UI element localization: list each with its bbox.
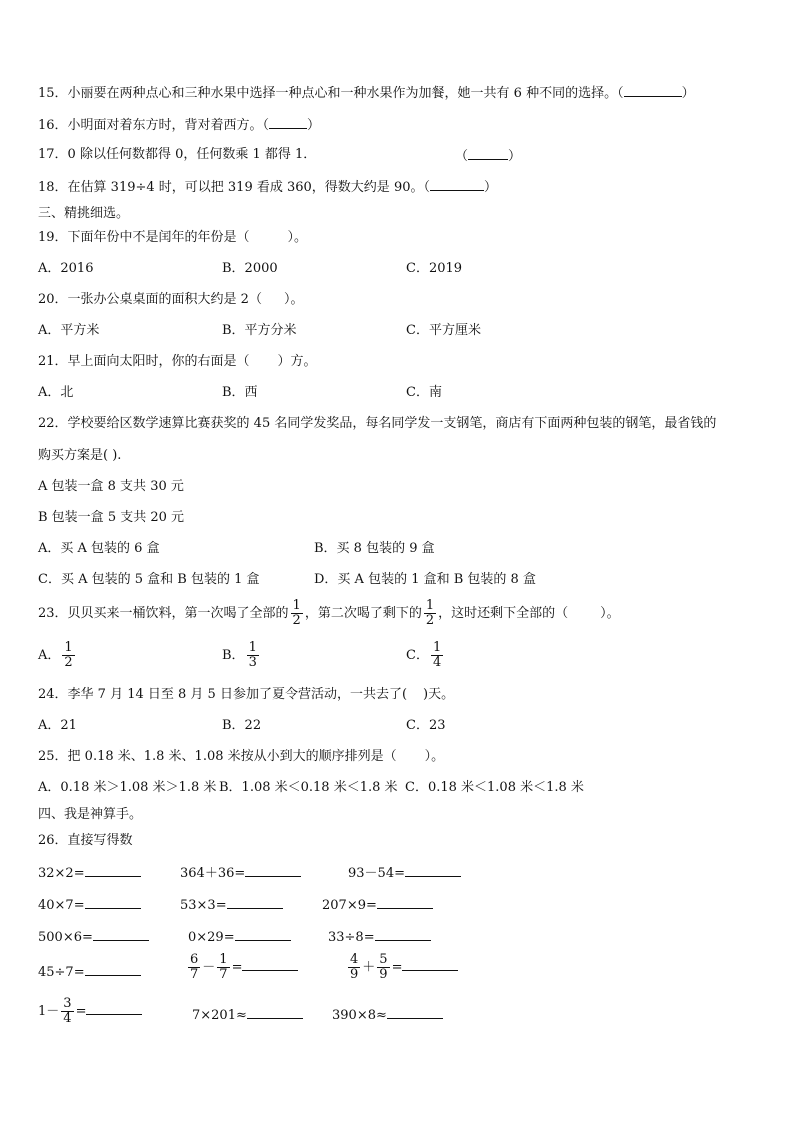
close-paren: ）。 bbox=[600, 606, 620, 621]
question-21-text: 21．早上面向太阳时，你的右面是（ bbox=[38, 354, 250, 369]
close-paren: ） bbox=[307, 118, 321, 133]
option-a[interactable]: A．北 bbox=[38, 385, 74, 400]
calc-item: 40×7= bbox=[38, 895, 141, 915]
answer-blank[interactable] bbox=[402, 957, 458, 971]
question-23 bbox=[38, 598, 620, 630]
question-18-text: 18．在估算 319÷4 时，可以把 319 看成 360，得数大约是 90。（ bbox=[38, 180, 430, 195]
answer-blank[interactable] bbox=[85, 863, 141, 877]
fraction: $\frac{1}{3}$ bbox=[248, 640, 257, 670]
close-paren: ） bbox=[483, 180, 497, 195]
answer-blank[interactable] bbox=[430, 177, 484, 191]
question-16 bbox=[38, 115, 320, 135]
question-22-line1: 22．学校要给区数学速算比赛获奖的 45 名同学发奖品，每名同学发一支钢笔，商店有下面两种包装的钢笔，最省钱的 bbox=[38, 416, 717, 431]
question-17 bbox=[38, 146, 316, 164]
calc-item: 364＋36= bbox=[180, 863, 301, 883]
calc-item: 45÷7= bbox=[38, 962, 141, 982]
answer-blank[interactable] bbox=[405, 863, 461, 877]
fraction: $\frac{1}{2}$ bbox=[425, 598, 435, 628]
answer-blank[interactable] bbox=[375, 927, 431, 941]
option-d[interactable]: D．买 A 包装的 1 盒和 B 包装的 8 盒 bbox=[314, 572, 536, 587]
question-21 bbox=[38, 353, 317, 371]
option-b[interactable]: B．西 bbox=[222, 385, 258, 400]
question-23-text: ，这时还剩下全部的（ bbox=[438, 606, 569, 621]
option-b[interactable]: B．1.08 米＜0.18 米＜1.8 米 bbox=[219, 780, 398, 795]
option-c[interactable]: C．0.18 米＜1.08 米＜1.8 米 bbox=[405, 780, 584, 795]
question-17-answer bbox=[455, 146, 521, 166]
close-paren: ）方。 bbox=[277, 354, 317, 369]
option-c[interactable]: C．南 bbox=[406, 385, 442, 400]
answer-blank[interactable] bbox=[468, 146, 508, 160]
answer-blank[interactable] bbox=[377, 895, 433, 909]
question-24-text: 24．李华 7 月 14 日至 8 月 5 日参加了夏令营活动，一共去了( bbox=[38, 687, 408, 702]
fraction: $\frac{1}{2}$ bbox=[292, 598, 301, 628]
fraction: $\frac{6}{7}$ bbox=[190, 952, 199, 982]
section-heading: 三、精挑细选。 bbox=[38, 206, 130, 221]
option-b[interactable]: B． $\frac{1}{3}$ bbox=[222, 640, 257, 670]
close-paren: ） bbox=[508, 149, 522, 164]
option-a[interactable]: A．2016 bbox=[38, 261, 94, 276]
answer-blank[interactable] bbox=[624, 83, 682, 97]
calc-item: 390×8≈ bbox=[332, 1005, 443, 1025]
question-25 bbox=[38, 748, 444, 766]
answer-blank[interactable] bbox=[269, 115, 307, 129]
question-22-line2: 购买方案是( ). bbox=[38, 448, 122, 463]
calc-item: 93－54= bbox=[348, 863, 461, 883]
answer-blank[interactable] bbox=[227, 895, 283, 909]
open-paren: （ bbox=[455, 149, 469, 164]
close-paren: ） bbox=[681, 86, 695, 101]
question-19 bbox=[38, 229, 307, 247]
question-20-text: 20．一张办公桌桌面的面积大约是 2（ bbox=[38, 292, 262, 307]
option-a[interactable]: A．21 bbox=[38, 718, 77, 733]
answer-blank[interactable] bbox=[93, 927, 149, 941]
fraction: $\frac{5}{9}$ bbox=[379, 952, 388, 982]
close-paren: ）。 bbox=[287, 230, 308, 245]
calc-item: 500×6= bbox=[38, 927, 149, 947]
fraction: $\frac{3}{4}$ bbox=[63, 996, 72, 1026]
question-25-text: 25．把 0.18 米、1.8 米、1.08 米按从小到大的顺序排列是（ bbox=[38, 749, 397, 764]
fraction: $\frac{1}{2}$ bbox=[64, 640, 73, 670]
calc-item: 33÷8= bbox=[328, 927, 431, 947]
question-23-text: 23．贝贝买来一桶饮料，第一次喝了全部的 bbox=[38, 606, 289, 621]
calc-item: 207×9= bbox=[322, 895, 433, 915]
calc-item: 53×3= bbox=[180, 895, 283, 915]
option-a[interactable]: A． $\frac{1}{2}$ bbox=[38, 640, 73, 670]
option-a[interactable]: A．平方米 bbox=[38, 323, 100, 338]
question-15 bbox=[38, 83, 695, 103]
answer-blank[interactable] bbox=[85, 895, 141, 909]
answer-blank[interactable] bbox=[247, 1005, 303, 1019]
package-b-text: B 包装一盒 5 支共 20 元 bbox=[38, 510, 185, 525]
question-24 bbox=[38, 686, 454, 704]
calc-item: $\frac{4}{9}$ ＋ $\frac{5}{9}$ = bbox=[346, 952, 458, 984]
close-paren: ）。 bbox=[424, 749, 445, 764]
calc-item: 7×201≈ bbox=[192, 1005, 303, 1025]
question-17-text: 17．0 除以任何数都得 0，任何数乘 1 都得 1． bbox=[38, 147, 317, 162]
option-b[interactable]: B．2000 bbox=[222, 261, 278, 276]
answer-blank[interactable] bbox=[85, 962, 141, 976]
calc-item: 1－ $\frac{3}{4}$ = bbox=[38, 996, 142, 1028]
option-c[interactable]: C．23 bbox=[406, 718, 446, 733]
question-19-text: 19．下面年份中不是闰年的年份是（ bbox=[38, 230, 250, 245]
fraction: $\frac{1}{7}$ bbox=[219, 952, 228, 982]
section-heading: 四、我是神算手。 bbox=[38, 807, 143, 822]
option-b[interactable]: B．平方分米 bbox=[222, 323, 297, 338]
close-paren: )天。 bbox=[423, 687, 455, 702]
question-23-text: ，第二次喝了剩下的 bbox=[304, 606, 422, 621]
option-c[interactable]: C．买 A 包装的 5 盒和 B 包装的 1 盒 bbox=[38, 572, 260, 587]
option-a[interactable]: A．买 A 包装的 6 盒 bbox=[38, 541, 160, 556]
question-15-text: 15．小丽要在两种点心和三种水果中选择一种点心和一种水果作为加餐，她一共有 6 种不同的选择。（ bbox=[38, 86, 624, 101]
close-paren: ）。 bbox=[283, 292, 304, 307]
answer-blank[interactable] bbox=[245, 863, 301, 877]
answer-blank[interactable] bbox=[86, 1001, 142, 1015]
answer-blank[interactable] bbox=[387, 1005, 443, 1019]
option-b[interactable]: B．22 bbox=[222, 718, 262, 733]
question-20 bbox=[38, 291, 303, 309]
answer-blank[interactable] bbox=[235, 927, 291, 941]
option-c[interactable]: C．平方厘米 bbox=[406, 323, 481, 338]
option-c[interactable]: C． $\frac{1}{4}$ bbox=[406, 640, 442, 670]
calc-item: $\frac{6}{7}$ － $\frac{1}{7}$ = bbox=[186, 952, 298, 984]
calc-item: 0×29= bbox=[188, 927, 291, 947]
question-26-title: 26．直接写得数 bbox=[38, 833, 133, 848]
question-18 bbox=[38, 177, 497, 197]
option-c[interactable]: C．2019 bbox=[406, 261, 463, 276]
question-16-text: 16．小明面对着东方时，背对着西方。（ bbox=[38, 118, 270, 133]
answer-blank[interactable] bbox=[242, 957, 298, 971]
calc-item: 32×2= bbox=[38, 863, 141, 883]
option-a[interactable]: A．0.18 米＞1.08 米＞1.8 米 bbox=[38, 780, 217, 795]
fraction: $\frac{1}{4}$ bbox=[432, 640, 442, 670]
option-b[interactable]: B．买 8 包装的 9 盒 bbox=[314, 541, 435, 556]
fraction: $\frac{4}{9}$ bbox=[350, 952, 359, 982]
package-a-text: A 包装一盒 8 支共 30 元 bbox=[38, 479, 184, 494]
